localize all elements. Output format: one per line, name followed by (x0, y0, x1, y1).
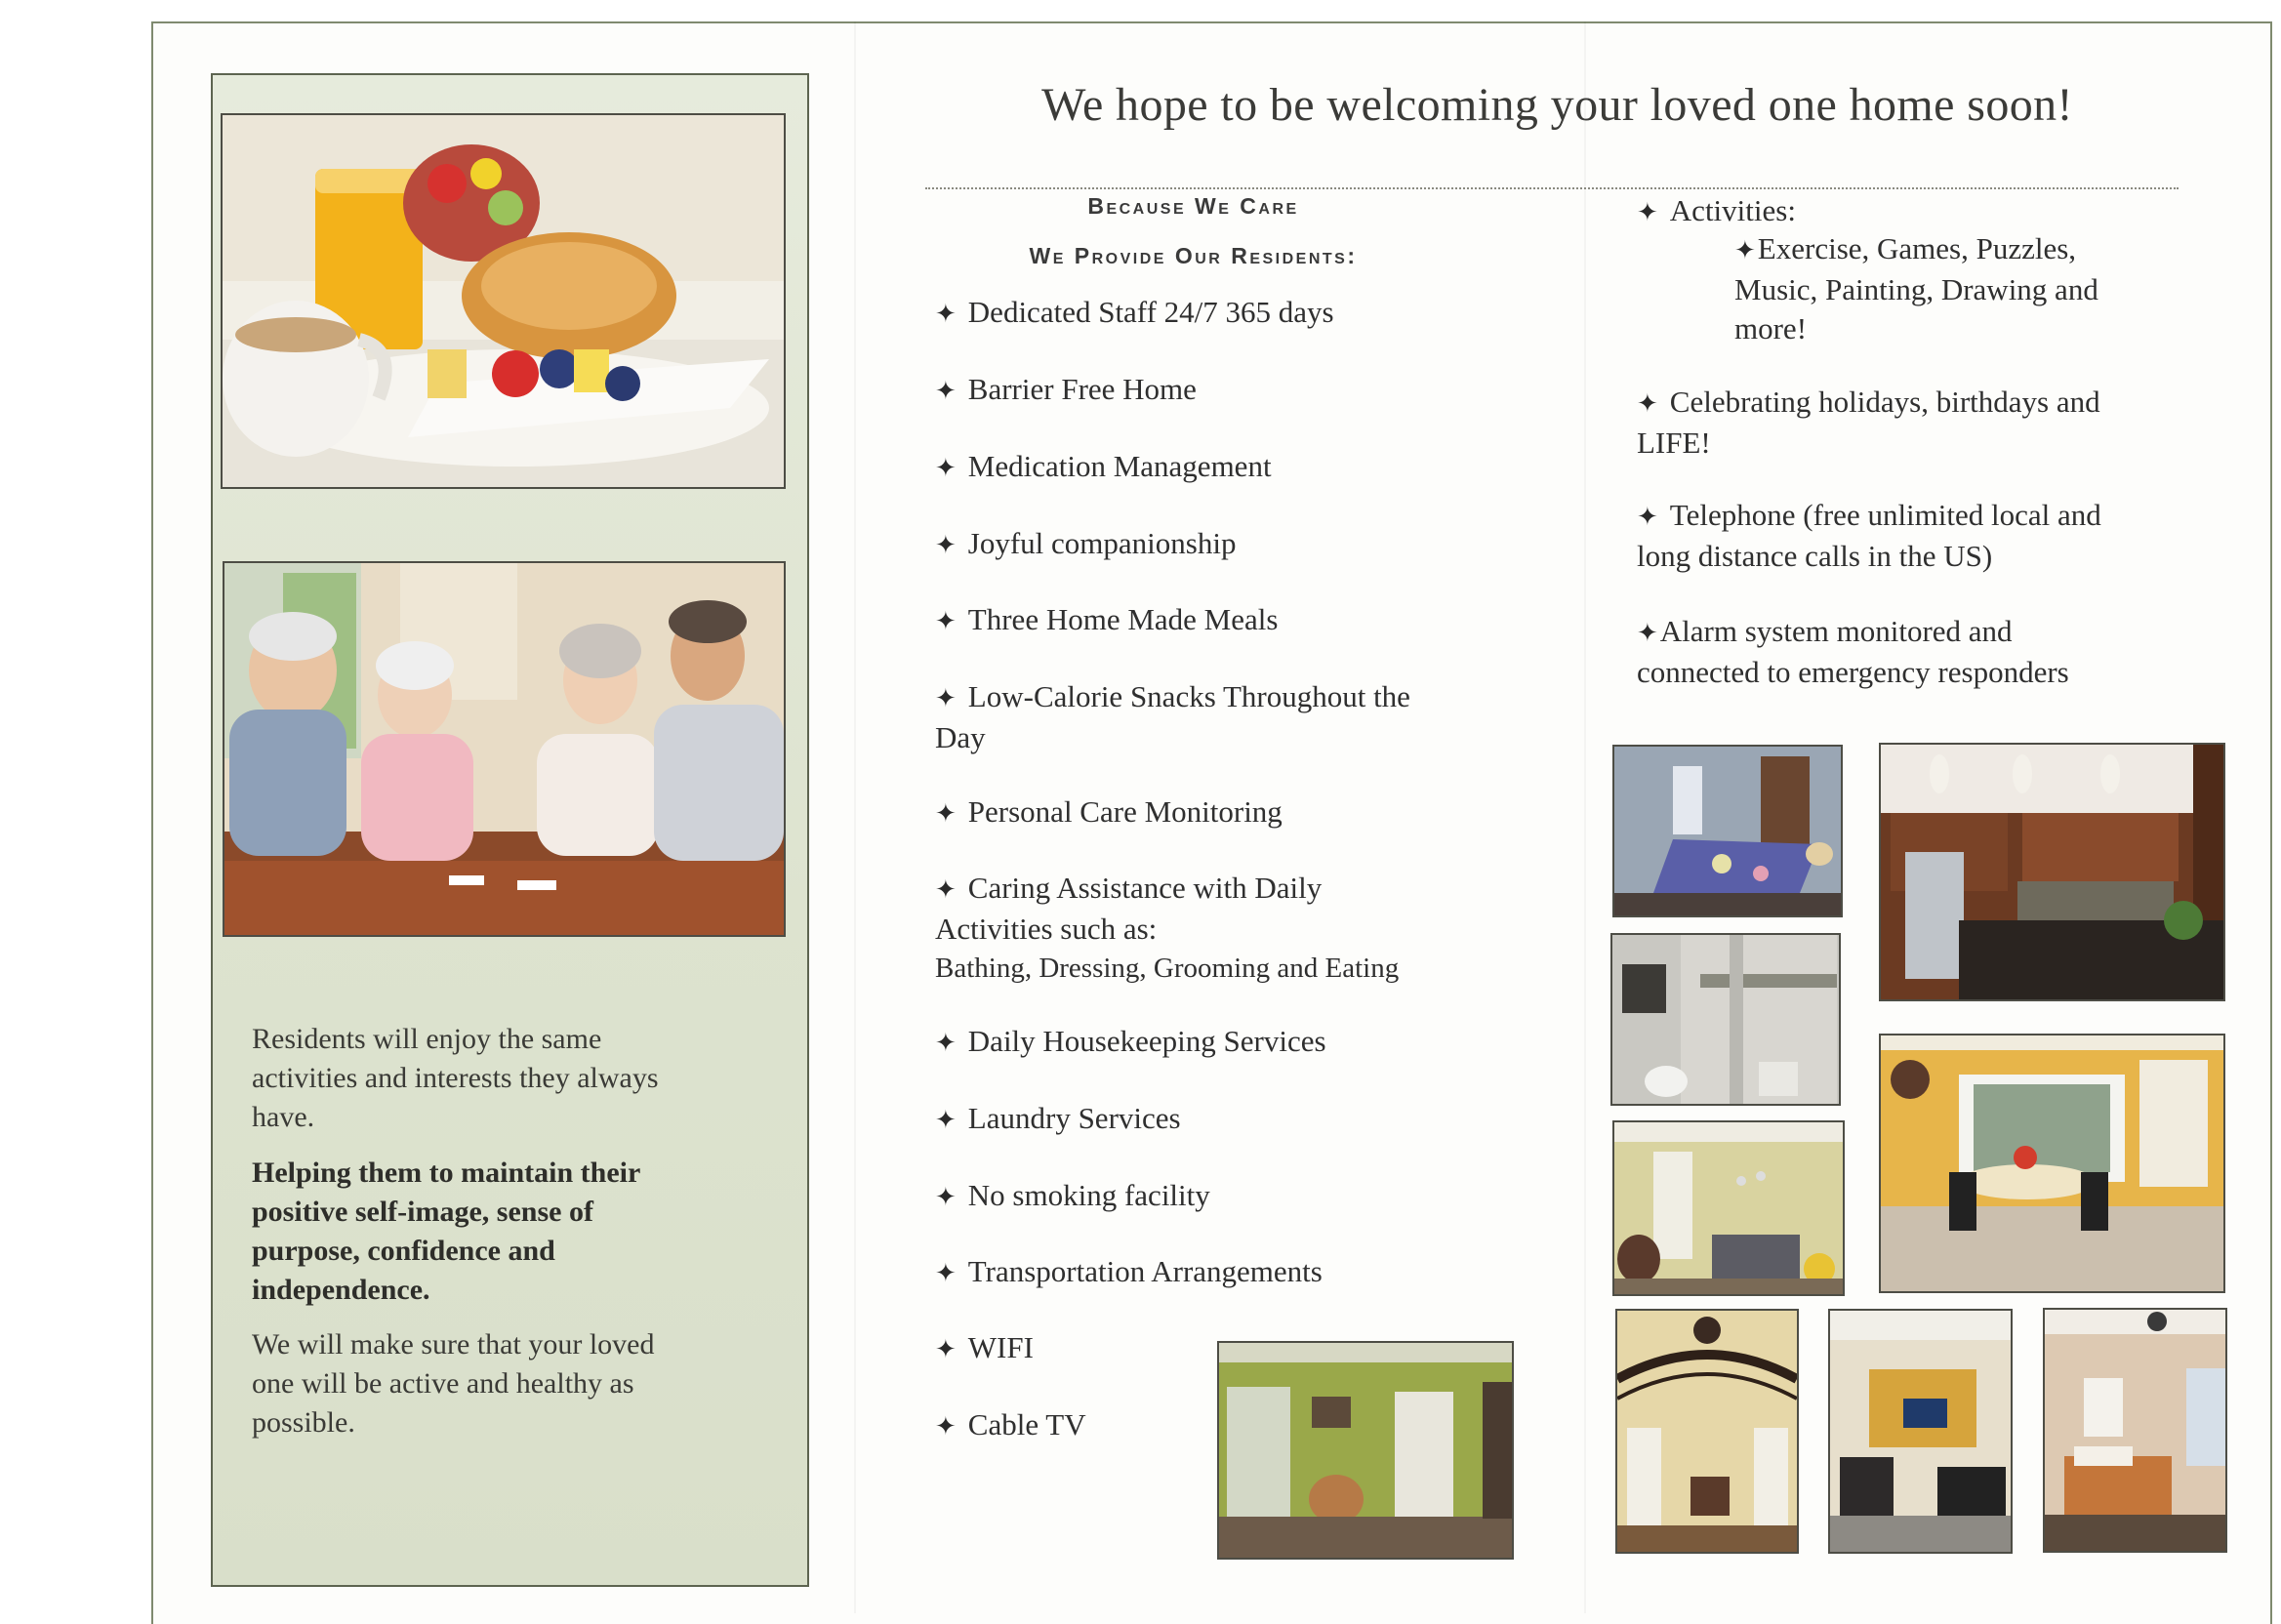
service-label: WIFI (967, 1330, 1034, 1364)
care-heading-line2: We Provide Our Residents: (1029, 243, 1358, 268)
celebrating-line: Celebrating holidays, birthdays and (1669, 385, 2100, 419)
star-bullet-icon: ✦ (935, 1335, 957, 1363)
residents-playing-cards-photo (223, 561, 786, 937)
service-label: Caring Assistance with Daily (967, 871, 1323, 905)
emphasis-paragraph (252, 1154, 759, 1310)
service-item (935, 1176, 1521, 1217)
service-item (935, 869, 1521, 988)
service-label: Daily Housekeeping Services (967, 1024, 1326, 1058)
service-label-continued: Activities such as: (935, 912, 1158, 946)
service-label-continued: Day (935, 720, 986, 754)
star-bullet-icon: ✦ (935, 1029, 957, 1057)
star-bullet-icon: ✦ (1734, 236, 1756, 264)
headline-divider (925, 187, 2179, 189)
service-label: No smoking facility (967, 1178, 1210, 1212)
service-label: Cable TV (967, 1407, 1086, 1441)
service-item (935, 524, 1521, 565)
service-item (935, 293, 1521, 334)
star-bullet-icon: ✦ (935, 1106, 957, 1134)
emphasis-line: independence. (252, 1274, 430, 1306)
star-bullet-icon: ✦ (935, 875, 957, 904)
service-item (935, 600, 1521, 641)
staircase-foyer-photo (1615, 1309, 1799, 1554)
service-label: Transportation Arrangements (967, 1254, 1323, 1288)
celebrating-line: LIFE! (1637, 426, 1711, 460)
care-heading-line1: Because We Care (1087, 193, 1299, 219)
celebrating-item (1637, 383, 2193, 463)
bedroom-photo (1612, 745, 1843, 917)
service-item (935, 370, 1521, 411)
service-label: Laundry Services (967, 1101, 1181, 1135)
emphasis-line: purpose, confidence and (252, 1235, 555, 1267)
service-item (935, 1099, 1521, 1140)
service-label: Barrier Free Home (967, 372, 1197, 406)
intro-paragraph (252, 1020, 759, 1137)
alarm-line: Alarm system monitored and (1659, 614, 2013, 648)
telephone-item (1637, 496, 2193, 576)
intro-line: activities and interests they always (252, 1062, 659, 1094)
panel-fold (1584, 21, 1586, 1613)
panel-fold (854, 21, 856, 1613)
emphasis-line: Helping them to maintain their (252, 1157, 641, 1189)
service-label: Dedicated Staff 24/7 365 days (967, 295, 1334, 329)
activities-item (1637, 191, 1796, 232)
intro-line: Residents will enjoy the same (252, 1023, 602, 1055)
family-room-photo (1828, 1309, 2013, 1554)
kitchen-photo (1879, 743, 2225, 1001)
service-item (935, 1252, 1521, 1293)
star-bullet-icon: ✦ (935, 799, 957, 828)
star-bullet-icon: ✦ (935, 454, 957, 482)
closing-paragraph (252, 1325, 759, 1442)
star-bullet-icon: ✦ (935, 1259, 957, 1287)
service-item (935, 447, 1521, 488)
green-living-room-photo (1217, 1341, 1514, 1560)
activities-line: Exercise, Games, Puzzles, (1757, 231, 2077, 265)
service-label: Three Home Made Meals (967, 602, 1279, 636)
telephone-line: Telephone (free unlimited local and (1669, 498, 2101, 532)
star-bullet-icon: ✦ (1637, 389, 1658, 418)
guest-bedroom-photo (2043, 1308, 2227, 1553)
star-bullet-icon: ✦ (935, 684, 957, 712)
star-bullet-icon: ✦ (935, 531, 957, 559)
activities-line: Music, Painting, Drawing and (1734, 272, 2098, 306)
service-item (935, 1022, 1521, 1063)
star-bullet-icon: ✦ (935, 607, 957, 635)
alarm-line: connected to emergency responders (1637, 655, 2069, 689)
yellow-bedroom-photo (1612, 1120, 1845, 1296)
closing-line: We will make sure that your loved (252, 1328, 655, 1360)
dining-room-photo (1879, 1034, 2225, 1293)
service-sublist: Bathing, Dressing, Grooming and Eating (935, 953, 1400, 984)
service-item (935, 792, 1521, 833)
service-label: Medication Management (967, 449, 1272, 483)
closing-line: possible. (252, 1406, 355, 1439)
star-bullet-icon: ✦ (935, 1183, 957, 1211)
telephone-line: long distance calls in the US) (1637, 539, 1993, 573)
breakfast-photo (221, 113, 786, 489)
bathroom-photo (1610, 933, 1841, 1106)
star-bullet-icon: ✦ (935, 300, 957, 328)
intro-line: have. (252, 1101, 315, 1133)
emphasis-line: positive self-image, sense of (252, 1196, 593, 1228)
star-bullet-icon: ✦ (935, 1412, 957, 1441)
star-bullet-icon: ✦ (1637, 503, 1658, 531)
star-bullet-icon: ✦ (1637, 619, 1658, 647)
closing-line: one will be active and healthy as (252, 1367, 634, 1400)
activities-sublist (1734, 229, 2183, 348)
alarm-item (1637, 612, 2193, 692)
service-label: Personal Care Monitoring (967, 794, 1283, 829)
star-bullet-icon: ✦ (1637, 198, 1658, 226)
star-bullet-icon: ✦ (935, 377, 957, 405)
activities-label: Activities: (1669, 193, 1796, 227)
activities-line: more! (1734, 311, 1808, 345)
service-label: Low-Calorie Snacks Throughout the (967, 679, 1410, 713)
page-headline: We hope to be welcoming your loved one home soon! (1041, 79, 2073, 131)
service-item (935, 677, 1521, 757)
service-label: Joyful companionship (967, 526, 1237, 560)
